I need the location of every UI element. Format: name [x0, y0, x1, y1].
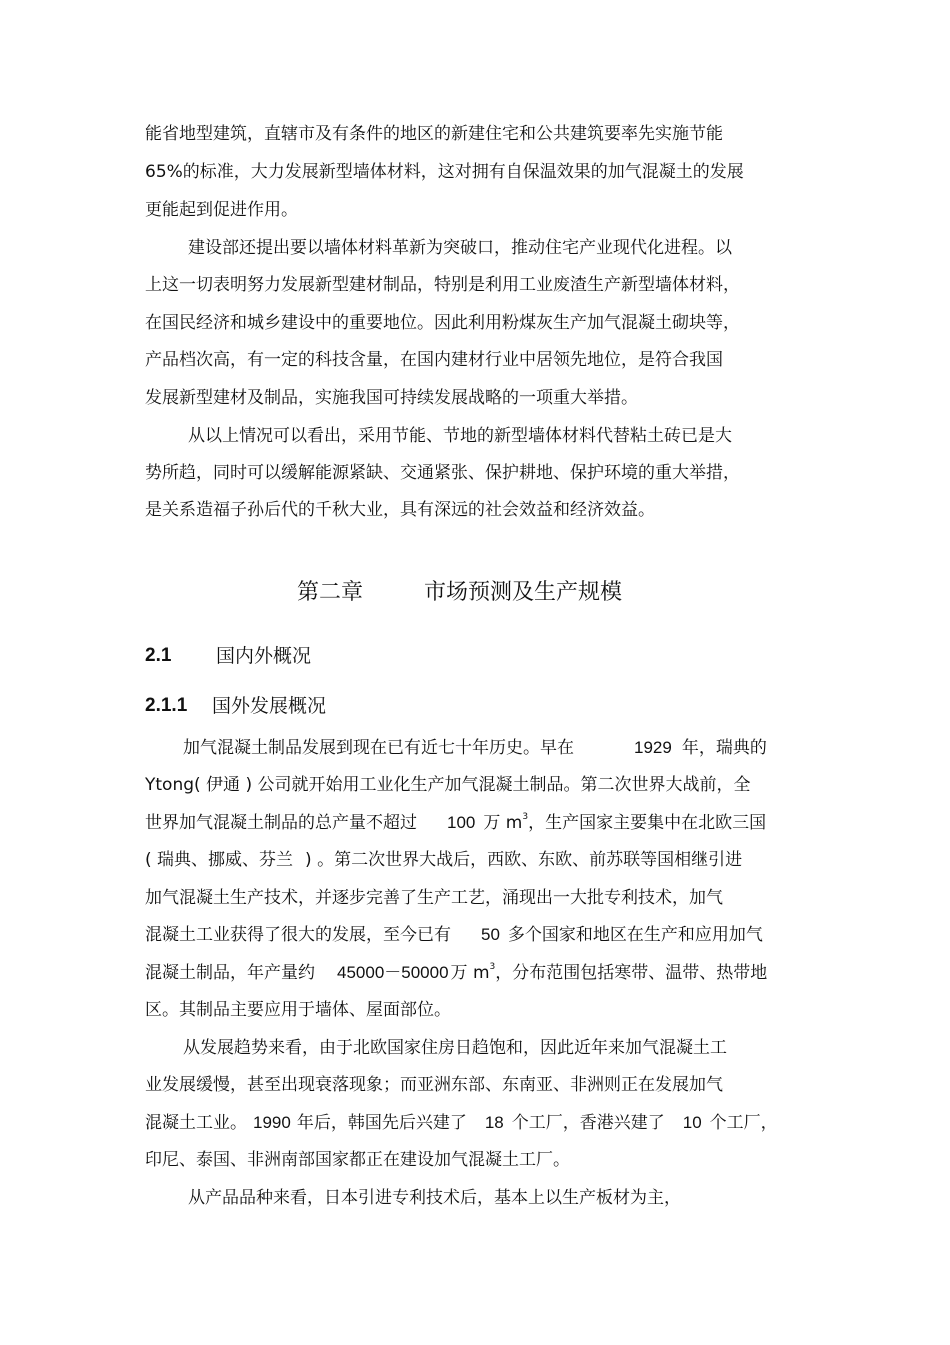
- paragraph-line: 在国民经济和城乡建设中的重要地位。因此利用粉煤灰生产加气混凝土砌块等，: [145, 313, 740, 333]
- section-title: 国内外概况: [216, 645, 312, 667]
- paragraph-line: 区。其制品主要应用于墙体、屋面部位。: [145, 1000, 451, 1020]
- subsection-title: 国外发展概况: [212, 695, 327, 717]
- chapter-title: 市场预测及生产规模: [424, 580, 623, 605]
- paragraph-line: 上这一切表明努力发展新型建材制品，特别是利用工业废渣生产新型墙体材料，: [145, 275, 740, 295]
- paragraph-line: 更能起到促进作用。: [145, 200, 298, 220]
- chapter-label: 第二章: [297, 580, 364, 605]
- paragraph-line: 是关系造福子孙后代的千秋大业，具有深远的社会效益和经济效益。: [145, 500, 655, 520]
- paragraph-line: ( 瑞典、挪威、芬兰 ) 。第二次世界大战后，西欧、东欧、前苏联等国相继引进: [145, 850, 743, 870]
- paragraph-line: 混凝土制品，年产量约 45000－50000 万 $m^3$，分布范围包括寒带、温带、热带地: [145, 962, 768, 983]
- paragraph-line: 65%的标准，大力发展新型墙体材料，这对拥有自保温效果的加气混凝土的发展: [145, 162, 744, 182]
- paragraph-line: 从发展趋势来看，由于北欧国家住房日趋饱和，因此近年来加气混凝土工: [183, 1038, 727, 1058]
- paragraph-line: 从产品品种来看，日本引进专利技术后，基本上以生产板材为主，: [188, 1188, 681, 1208]
- paragraph-line: 建设部还提出要以墙体材料革新为突破口，推动住宅产业现代化进程。以: [188, 238, 732, 258]
- paragraph-line: 混凝土工业获得了很大的发展，至今已有 50 多个国家和地区在生产和应用加气: [145, 925, 763, 945]
- paragraph-line: 加气混凝土生产技术，并逐步完善了生产工艺，涌现出一大批专利技术，加气: [145, 888, 723, 908]
- paragraph-line: 产品档次高，有一定的科技含量，在国内建材行业中居领先地位，是符合我国: [145, 350, 723, 370]
- section-number: 2.1: [145, 645, 172, 666]
- paragraph-line: 势所趋，同时可以缓解能源紧缺、交通紧张、保护耕地、保护环境的重大举措，: [145, 463, 740, 483]
- paragraph-line: 印尼、泰国、非洲南部国家都正在建设加气混凝土工厂。: [145, 1150, 570, 1170]
- paragraph-line: 世界加气混凝土制品的总产量不超过 100 万 $m^3$，生产国家主要集中在北欧三国: [145, 812, 767, 833]
- paragraph-line: 加气混凝土制品发展到现在已有近七十年历史。早在 1929 年，瑞典的: [183, 738, 767, 758]
- paragraph-line: Ytong( 伊通 ) 公司就开始用工业化生产加气混凝土制品。第二次世界大战前，全: [145, 775, 751, 795]
- subsection-number: 2.1.1: [145, 695, 188, 716]
- paragraph-line: 混凝土工业。 1990 年后，韩国先后兴建了 18 个工厂，香港兴建了 10 个工厂，: [145, 1113, 778, 1133]
- paragraph-line: 从以上情况可以看出，采用节能、节地的新型墙体材料代替粘土砖已是大: [188, 426, 732, 446]
- paragraph-line: 业发展缓慢，甚至出现衰落现象；而亚洲东部、东南亚、非洲则正在发展加气: [145, 1075, 723, 1095]
- paragraph-line: 发展新型建材及制品，实施我国可持续发展战略的一项重大举措。: [145, 388, 638, 408]
- paragraph-line: 能省地型建筑，直辖市及有条件的地区的新建住宅和公共建筑要率先实施节能: [145, 124, 723, 144]
